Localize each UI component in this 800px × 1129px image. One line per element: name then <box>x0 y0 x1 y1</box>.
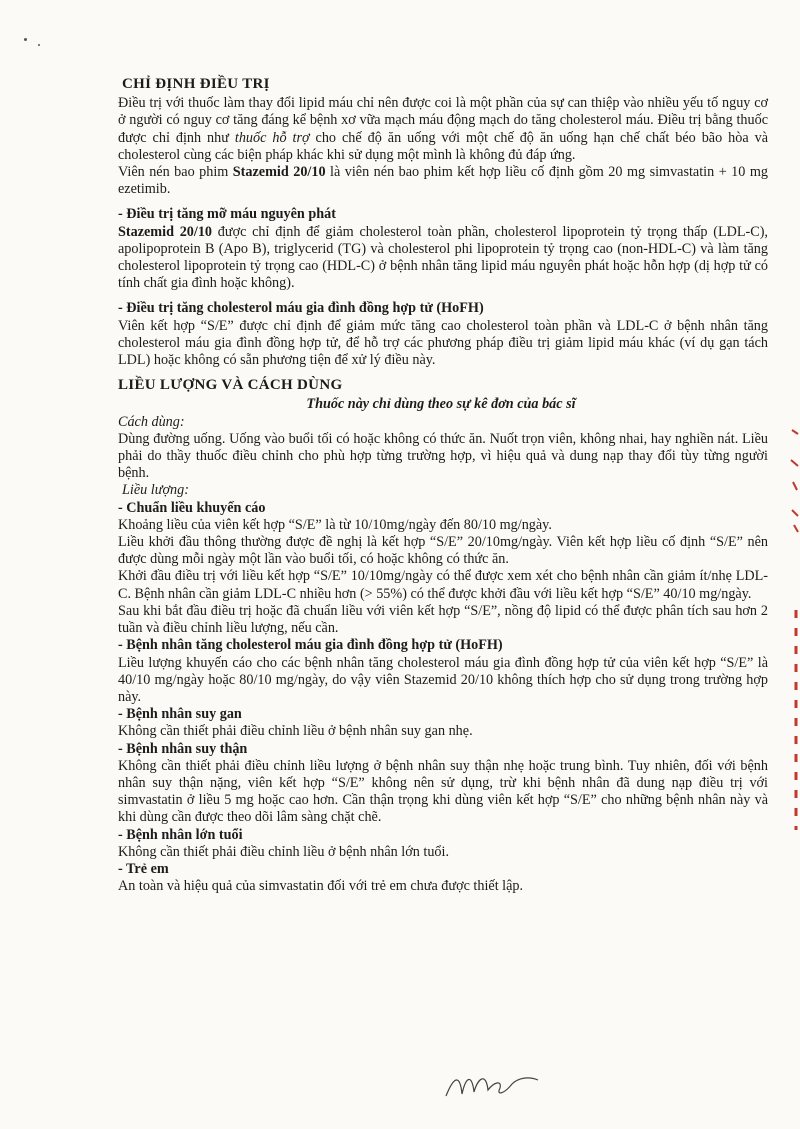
text-run: Viên nén bao phim <box>118 164 233 181</box>
stamp-edge-mark <box>788 420 800 540</box>
cach-dung-paragraph: Dùng đường uống. Uống vào buổi tối có hoặc không có thức ăn. Nuốt trọn viên, không nhai, hay nghiền nát. Liều phải do thầy thuốc điều chỉnh cho phù hợp từng trường hợp, vì hiệu quả và dung nạp thay đổi tùy từng người bệnh. <box>118 430 768 482</box>
chuan-lieu-paragraph-2: Liều khởi đầu thông thường được đề nghị là kết hợp “S/E” 20/10mg/ngày. Viên kết hợp liều cố định “S/E” nên được dùng mỗi ngày một lần vào buổi tối, có hoặc không có thức ăn. <box>118 534 768 568</box>
text-run: là viên nén bao phim kết hợp liều cố định gồm 20 mg simvastatin + 10 mg ezetimib. <box>118 164 768 198</box>
subheading-suy-than: - Bệnh nhân suy thận <box>118 740 248 757</box>
lon-tuoi-paragraph: Không cần thiết phải điều chỉnh liều ở bệnh nhân lớn tuổi. <box>118 843 450 860</box>
subheading-tre-em: - Trẻ em <box>118 860 169 877</box>
subheading-bn-hofh: - Bệnh nhân tăng cholesterol máu gia đình đồng hợp tử (HoFH) <box>118 637 503 654</box>
chuan-lieu-paragraph-1: Khoảng liều của viên kết hợp “S/E” là từ 10/10mg/ngày đến 80/10 mg/ngày. <box>118 516 552 533</box>
section-heading-lieu-luong: LIỀU LƯỢNG VÀ CÁCH DÙNG <box>118 377 343 394</box>
subheading-suy-gan: - Bệnh nhân suy gan <box>118 706 242 723</box>
tre-em-paragraph: An toàn và hiệu quả của simvastatin đối với trẻ em chưa được thiết lập. <box>118 878 524 895</box>
stamp-edge-mark <box>788 600 800 840</box>
chi-dinh-paragraph-1 <box>118 95 768 164</box>
prescription-note: Thuốc này chỉ dùng theo sự kê đơn của bác sĩ <box>306 396 576 413</box>
suy-gan-paragraph: Không cần thiết phải điều chỉnh liều ở bệnh nhân suy gan nhẹ. <box>118 723 473 740</box>
text-run: cho chế độ ăn uống với một chế độ ăn uống hạn chế chất béo bão hòa và cholesterol cùng các biện pháp khác khi sử dụng một mình là không đủ đáp ứng. <box>118 129 769 163</box>
text-run: được chỉ định để giảm cholesterol toàn phần, cholesterol lipoprotein tỷ trọng thấp (LDL-C), apolipoprotein B (Apo B), triglycerid (TG) và cholesterol phi lipoprotein tỷ trọng cao (non-HDL-C) và làm tăng cholesterol lipoprotein tỷ trọng cao (HDL-C) ở bệnh nhân tăng lipid máu nguyên phát hoặc hỗn hợp (dị hợp tử có tính chất gia đình hoặc không). <box>118 223 768 292</box>
cach-dung-label: Cách dùng: <box>118 413 185 430</box>
lieu-luong-label: Liều lượng: <box>122 482 189 499</box>
suy-than-paragraph: Không cần thiết phải điều chỉnh liều lượng ở bệnh nhân suy thận nhẹ hoặc trung bình. Tuy nhiên, đối với bệnh nhân suy thận nặng, viên kết hợp “S/E” không nên sử dụng, trừ khi bệnh nhân đã dung nạp điều trị với simvastatin ở liều 5 mg hoặc cao hơn. Cần thận trọng khi dùng viên kết hợp “S/E” cho những bệnh nhân này và khi dùng cần được theo dõi lâm sàng chặt chẽ. <box>118 757 768 826</box>
scan-speck <box>38 44 40 46</box>
section-heading-chi-dinh: CHỈ ĐỊNH ĐIỀU TRỊ <box>122 76 270 92</box>
text-run: Điều trị với thuốc làm thay đổi lipid máu chỉ nên được coi là một phần của sự can thiệp vào nhiều yếu tố nguy cơ ở người có nguy cơ tăng đáng kể bệnh xơ vữa mạch máu động mạch do tăng cholesterol máu. Điều trị bằng thuốc được chỉ định như <box>118 95 768 146</box>
hofh-paragraph: Viên kết hợp “S/E” được chỉ định để giảm mức tăng cao cholesterol toàn phần và LDL-C ở bệnh nhân tăng cholesterol máu gia đình đồng hợp tử, để hỗ trợ các phương pháp điều trị giảm lipid máu khác (ví dụ gạn tách LDL) hoặc không có sẵn phương tiện để xử lý điều này. <box>118 317 768 369</box>
scan-speck <box>24 38 27 41</box>
subheading-lon-tuoi: - Bệnh nhân lớn tuổi <box>118 826 243 843</box>
document-body <box>114 76 768 895</box>
subheading-chuan-lieu: - Chuẩn liều khuyến cáo <box>118 499 266 516</box>
product-name: Stazemid 20/10 <box>232 164 326 181</box>
product-name: Stazemid 20/10 <box>118 223 213 240</box>
subheading-mo-mau: - Điều trị tăng mỡ máu nguyên phát <box>118 206 336 223</box>
chi-dinh-paragraph-2 <box>118 164 768 198</box>
signature-initials <box>442 1066 542 1102</box>
bn-hofh-paragraph: Liều lượng khuyến cáo cho các bệnh nhân tăng cholesterol máu gia đình đồng hợp tử của viên kết hợp “S/E” là 40/10 mg/ngày hoặc 80/10 mg/ngày, do vậy viên Stazemid 20/10 không thích hợp cho sử dụng trong trường hợp này. <box>118 654 768 705</box>
subheading-hofh: - Điều trị tăng cholesterol máu gia đình đồng hợp tử (HoFH) <box>118 300 484 317</box>
mo-mau-paragraph <box>118 224 768 293</box>
chuan-lieu-paragraph-4: Sau khi bắt đầu điều trị hoặc đã chuẩn liều với viên kết hợp “S/E”, nồng độ lipid có thể được phân tích sau hơn 2 tuần và điều chỉnh liều lượng, nếu cần. <box>118 602 768 637</box>
italic-run: thuốc hỗ trợ <box>234 129 310 146</box>
chuan-lieu-paragraph-3: Khởi đầu điều trị với liều kết hợp “S/E” 10/10mg/ngày có thể được xem xét cho bệnh nhân cần giảm ít/nhẹ LDL-C. Bệnh nhân cần giảm LDL-C nhiều hơn (> 55%) có thể được khởi đầu với liều kết hợp “S/E” 40/10 mg/ngày. <box>118 568 768 602</box>
